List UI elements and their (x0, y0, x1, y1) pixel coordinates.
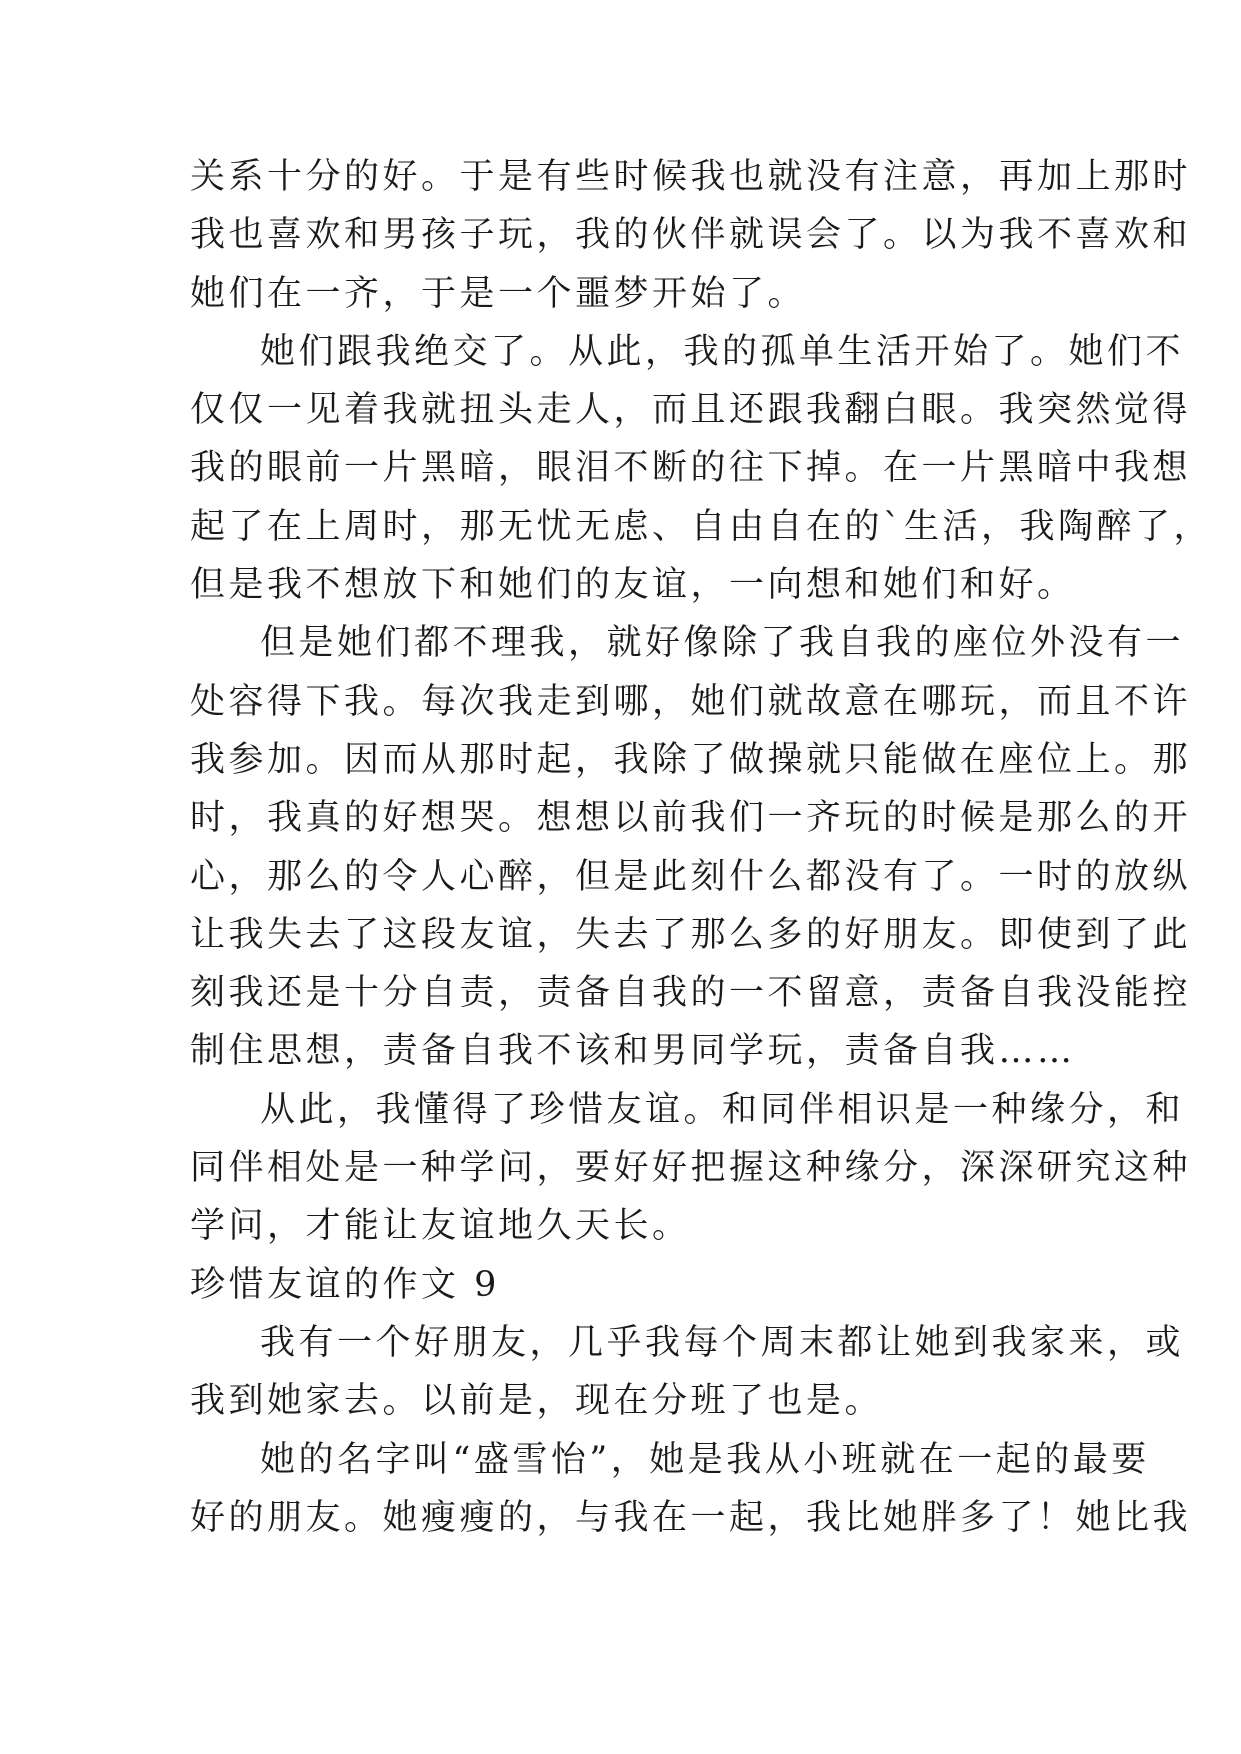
text-line: 关系十分的好。于是有些时候我也就没有注意，再加上那时 (190, 157, 1192, 197)
text-line: 时，我真的好想哭。想想以前我们一齐玩的时候是那么的开 (190, 798, 1192, 839)
paragraph-first-line: 从此，我懂得了珍惜友谊。和同伴相识是一种缘分，和 (260, 1089, 1185, 1130)
text-line: 让我失去了这段友谊，失去了那么多的好朋友。即使到了此 (190, 914, 1192, 955)
text-line: 我也喜欢和男孩子玩，我的伙伴就误会了。以为我不喜欢和 (190, 215, 1192, 256)
text-line: 起了在上周时，那无忧无虑、自由自在的`生活，我陶醉了， (190, 506, 1213, 547)
text-line: 我的眼前一片黑暗，眼泪不断的往下掉。在一片黑暗中我想 (190, 448, 1192, 489)
text-line: 但是我不想放下和她们的友谊，一向想和她们和好。 (190, 565, 1076, 606)
text-line: 仅仅一见着我就扭头走人，而且还跟我翻白眼。我突然觉得 (190, 390, 1192, 431)
paragraph-first-line: 她们跟我绝交了。从此，我的孤单生活开始了。她们不 (260, 331, 1185, 372)
text-line: 处容得下我。每次我走到哪，她们就故意在哪玩，而且不许 (190, 681, 1192, 722)
text-line: 好的朋友。她瘦瘦的，与我在一起，我比她胖多了！她比我 (190, 1497, 1192, 1538)
paragraph-first-line: 但是她们都不理我，就好像除了我自我的座位外没有一 (260, 623, 1185, 664)
text-line: 我到她家去。以前是，现在分班了也是。 (190, 1381, 884, 1422)
text-line: 刻我还是十分自责，责备自我的一不留意，责备自我没能控 (190, 973, 1192, 1014)
paragraph-first-line: 她的名字叫“盛雪怡”，她是我从小班就在一起的最要 (260, 1439, 1150, 1480)
paragraph-first-line: 我有一个好朋友，几乎我每个周末都让她到我家来，或 (260, 1322, 1185, 1363)
text-line: 她们在一齐，于是一个噩梦开始了。 (190, 273, 807, 314)
text-line: 心，那么的令人心醉，但是此刻什么都没有了。一时的放纵 (190, 856, 1192, 897)
text-line: 我参加。因而从那时起，我除了做操就只能做在座位上。那 (190, 739, 1192, 780)
section-heading: 珍惜友谊的作文 9 (190, 1264, 500, 1305)
text-line: 学问，才能让友谊地久天长。 (190, 1206, 691, 1247)
text-line: 制住思想，责备自我不该和男同学玩，责备自我…… (190, 1031, 1076, 1072)
text-line: 同伴相处是一种学问，要好好把握这种缘分，深深研究这种 (190, 1148, 1192, 1189)
document-body (190, 148, 1213, 1547)
